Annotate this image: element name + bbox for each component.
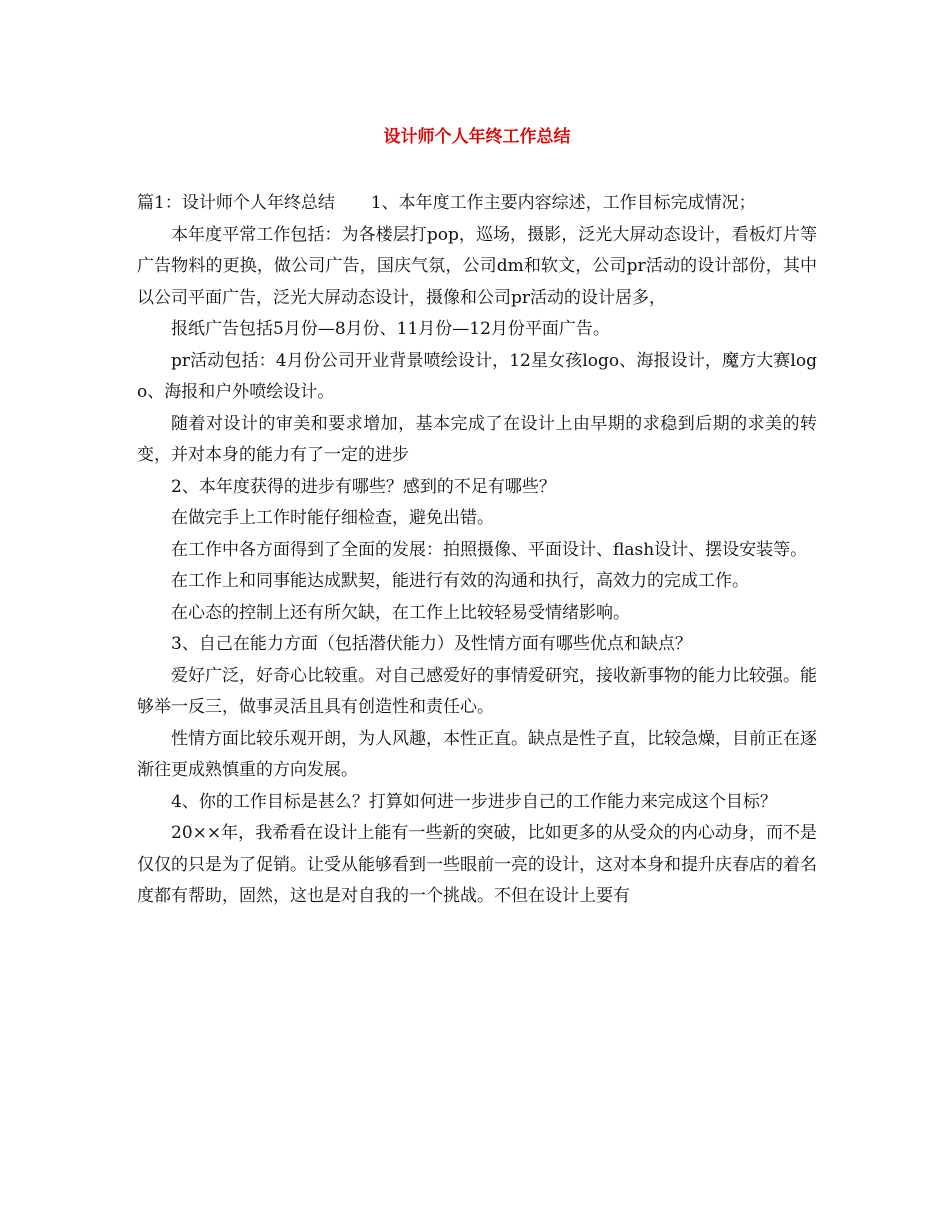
- paragraph: 随着对设计的审美和要求增加，基本完成了在设计上由早期的求稳到后期的求美的转变，并对本身的能力有了一定的进步: [137, 413, 817, 465]
- paragraph: 性情方面比较乐观开朗，为人风趣，本性正直。缺点是性子直，比较急燥，目前正在逐渐往更成熟慎重的方向发展。: [137, 728, 817, 780]
- first-paragraph: [137, 188, 817, 220]
- paragraph: 20××年，我希看在设计上能有一些新的突破，比如更多的从受众的内心动身，而不是仅仅的只是为了促销。让受从能够看到一些眼前一亮的设计，这对本身和提升庆春店的着名度都有帮助，固然，这也是对自我的一个挑战。不但在设计上要有: [137, 823, 817, 906]
- section-label: 篇1：设计师个人年终总结: [137, 193, 335, 213]
- paragraph: 报纸广告包括5月份—8月份、11月份—12月份平面广告。: [171, 319, 610, 339]
- paragraph: 在心态的控制上还有所欠缺，在工作上比较轻易受情绪影响。: [171, 602, 630, 623]
- paragraph: 在工作上和同事能达成默契，能进行有效的沟通和执行，高效力的完成工作。: [171, 571, 749, 591]
- section-heading-1: 1、本年度工作主要内容综述，工作目标完成情况；: [370, 193, 756, 213]
- paragraph: 爱好广泛，好奇心比较重。对自己感爱好的事情爱研究，接收新事物的能力比较强。能够举一反三，做事灵活且具有创造性和责任心。: [137, 665, 817, 717]
- section-heading-4: 4、你的工作目标是甚么？打算如何进一步进步自己的工作能力来完成这个目标？: [171, 791, 777, 812]
- paragraph: 本年度平常工作包括：为各楼层打pop，巡场，摄影，泛光大屏动态设计，看板灯片等广告物料的更换，做公司广告，国庆气氛，公司dm和软文，公司pr活动的设计部份，其中以公司平面广告，泛光大屏动态设计，摄像和公司pr活动的设计居多，: [137, 224, 817, 308]
- paragraph: 在工作中各方面得到了全面的发展：拍照摄像、平面设计、flash设计、摆设安装等。: [171, 539, 808, 560]
- paragraph: pr活动包括：4月份公司开业背景喷绘设计，12星女孩logo、海报设计，魔方大赛logo、海报和户外喷绘设计。: [137, 350, 817, 402]
- section-heading-3: 3、自己在能力方面（包括潜伏能力）及性情方面有哪些优点和缺点？: [171, 634, 692, 654]
- paragraph: 在做完手上工作时能仔细检查，避免出错。: [171, 508, 494, 528]
- section-heading-2: 2、本年度获得的进步有哪些？感到的不足有哪些？: [171, 476, 556, 497]
- document-title: 设计师个人年终工作总结: [383, 127, 571, 147]
- document-body: [137, 188, 817, 913]
